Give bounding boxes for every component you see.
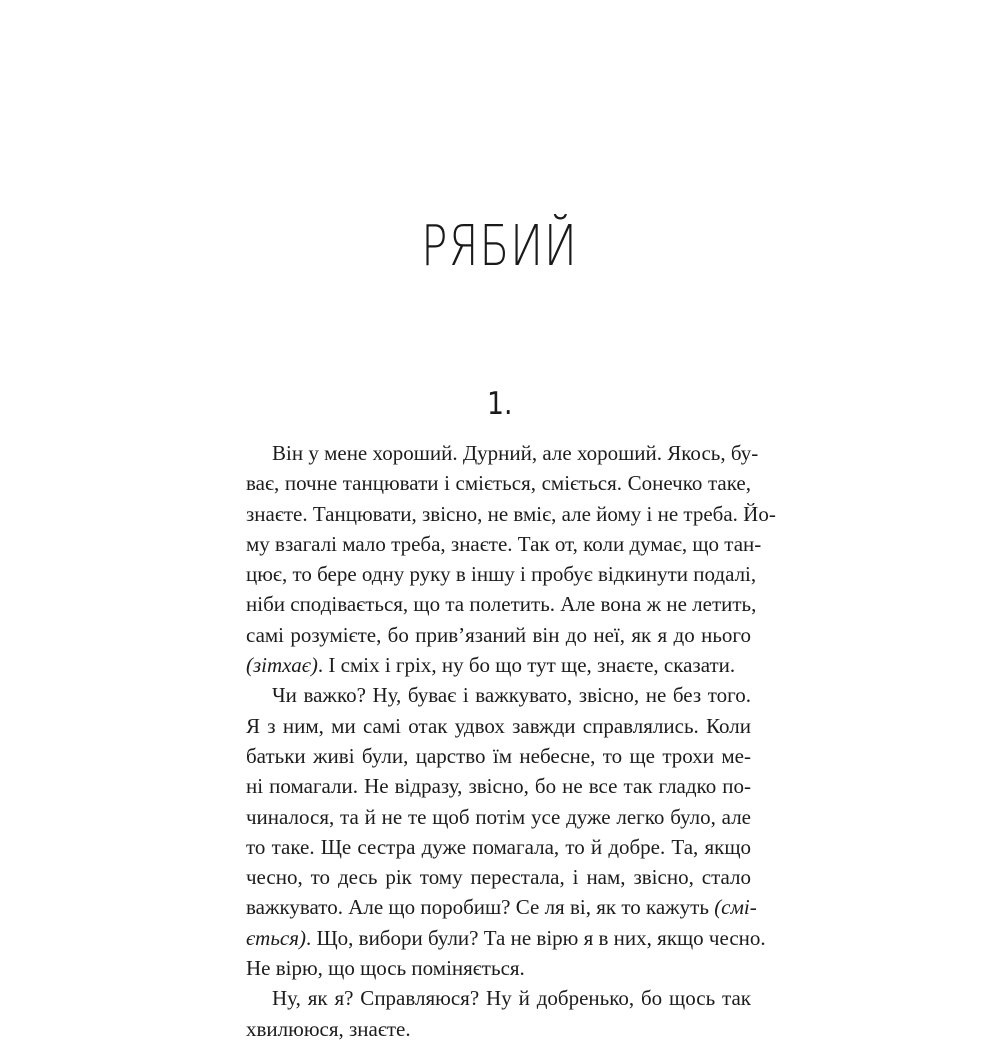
text-line (246, 892, 757, 922)
chapter-number: 1. (486, 386, 513, 422)
body-text (246, 438, 776, 1044)
text-segment: важкувато. Але що поробиш? Се ля ві, як то кажуть (246, 895, 715, 920)
page-title: РЯБИЙ (421, 214, 578, 279)
stage-direction: (зітхає) (246, 653, 318, 678)
text-line: Ну, як я? Справляюся? Ну й добренько, бо щось так (272, 986, 751, 1011)
text-line: чесно, то десь рік тому перестала, і нам, звісно, стало (246, 865, 751, 890)
text-line: хвилююся, знаєте. (246, 1016, 411, 1041)
text-line: Не вірю, що щось поміняється. (246, 956, 525, 981)
text-line (246, 923, 766, 953)
text-line (246, 650, 751, 680)
text-line: Я з ним, ми самі отак удвох завжди справлялись. Коли (246, 713, 751, 738)
text-line: ні помагали. Не відразу, звісно, бо не все так гладко по- (246, 774, 751, 799)
text-segment: . Що, вибори були? Та не вірю я в них, якщо чесно. (305, 925, 766, 950)
stage-direction: ється) (246, 925, 306, 950)
text-line: самі розумієте, бо прив’язаний він до неї, як я до нього (246, 622, 751, 647)
text-line: то таке. Ще сестра дуже помагала, то й добре. Та, якщо (246, 834, 751, 859)
text-segment: . І сміх і гріх, ну бо що тут ще, знаєте, сказати. (317, 653, 736, 678)
text-line: ває, почне танцювати і сміється, сміється. Сонечко таке, (246, 471, 751, 496)
text-line: Він у мене хороший. Дурний, але хороший. Якось, бу- (272, 441, 759, 465)
text-line: знаєте. Танцювати, звісно, не вміє, але йому і не треба. Йо- (246, 501, 776, 526)
text-line: цює, то бере одну руку в іншу і пробує відкинути подалі, (246, 562, 757, 587)
text-line: Чи важко? Ну, буває і важкувато, звісно, не без того. (272, 683, 751, 708)
text-line: батьки живі були, царство їм небесне, то ще трохи ме- (246, 743, 751, 768)
text-line: ніби сподівається, що та полетить. Але вона ж не летить, (246, 592, 757, 617)
text-line: чиналося, та й не те щоб потім усе дуже легко було, але (246, 804, 751, 829)
stage-direction: (смі- (714, 895, 757, 920)
text-line: му взагалі мало треба, знаєте. Так от, коли думає, що тан- (246, 531, 762, 556)
